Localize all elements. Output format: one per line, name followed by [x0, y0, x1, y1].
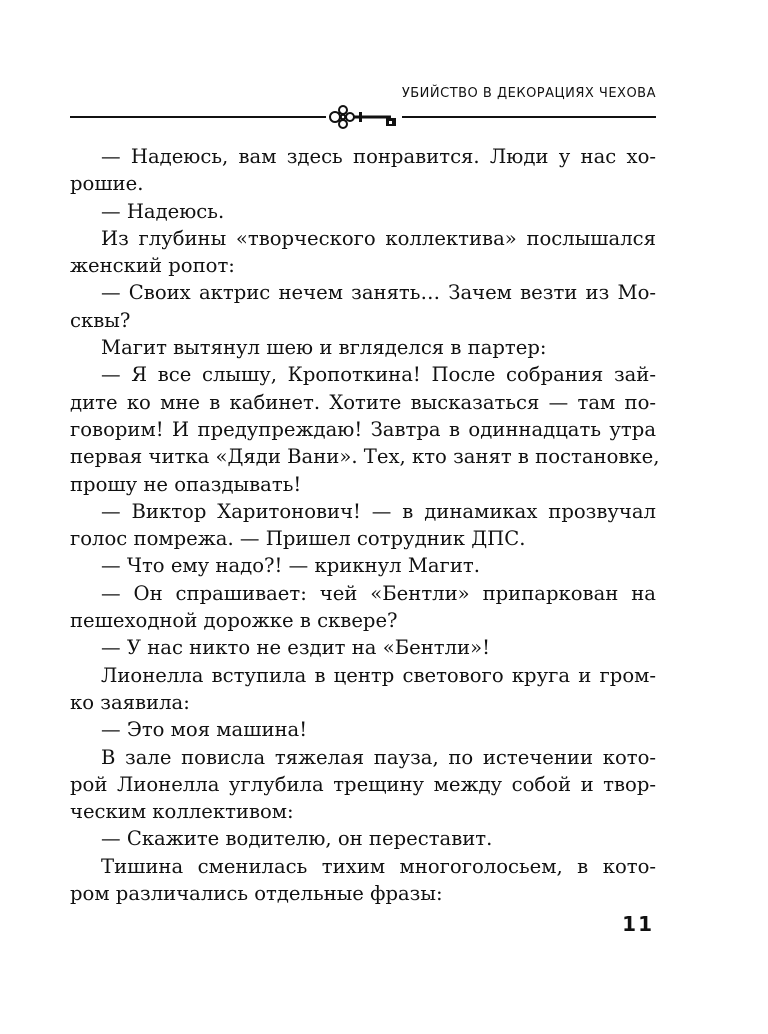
text-line: ческим коллективом: — [70, 800, 294, 824]
text-line: ко заявила: — [70, 690, 190, 714]
text-line: — Виктор Харитонович! — в динамиках прозвучал — [101, 499, 656, 523]
text-line: пешеходной дорожке в сквере? — [70, 609, 398, 633]
text-line: сквы? — [70, 308, 131, 332]
text-line: Тишина сменилась тихим многоголосьем, в кото- — [101, 854, 656, 878]
text-line: — Это моя машина! — [101, 718, 308, 742]
text-line: — Надеюсь. — [101, 199, 225, 223]
text-line: голос помрежа. — Пришел сотрудник ДПС. — [70, 527, 526, 551]
body-text — [70, 143, 660, 907]
text-line: Магит вытянул шею и вгляделся в партер: — [101, 336, 547, 360]
page-number: 11 — [622, 912, 654, 936]
running-title: УБИЙСТВО В ДЕКОРАЦИЯХ ЧЕХОВА — [401, 86, 656, 101]
text-line: дите ко мне в кабинет. Хотите высказаться — там по- — [70, 390, 656, 414]
text-line: — Своих актрис нечем занять… Зачем везти из Мо- — [101, 281, 656, 305]
text-line: — У нас никто не ездит на «Бентли»! — [101, 636, 490, 660]
text-line: первая читка «Дяди Вани». Тех, кто занят в постановке, — [70, 445, 660, 469]
text-line: — Он спрашивает: чей «Бентли» припаркован на — [101, 581, 656, 605]
text-line: женский ропот: — [70, 254, 235, 278]
text-line: — Скажите водителю, он переставит. — [101, 827, 493, 851]
key-icon — [326, 104, 402, 130]
text-line: рошие. — [70, 172, 144, 196]
text-line: — Что ему надо?! — крикнул Магит. — [101, 554, 480, 578]
text-line: прошу не опаздывать! — [70, 472, 302, 496]
text-line: говорим! И предупреждаю! Завтра в одиннадцать утра — [70, 417, 656, 441]
text-line: — Надеюсь, вам здесь понравится. Люди у нас хо- — [101, 145, 656, 168]
text-line: В зале повисла тяжелая пауза, по истечении кото- — [101, 745, 656, 769]
text-line: ром различались отдельные фразы: — [70, 882, 443, 906]
text-line: рой Лионелла углубила трещину между собой и твор- — [70, 772, 656, 796]
text-line: Лионелла вступила в центр светового круга и гром- — [101, 663, 656, 687]
text-line: — Я все слышу, Кропоткина! После собрания зай- — [101, 363, 656, 387]
text-line: Из глубины «творческого коллектива» послышался — [101, 226, 656, 250]
